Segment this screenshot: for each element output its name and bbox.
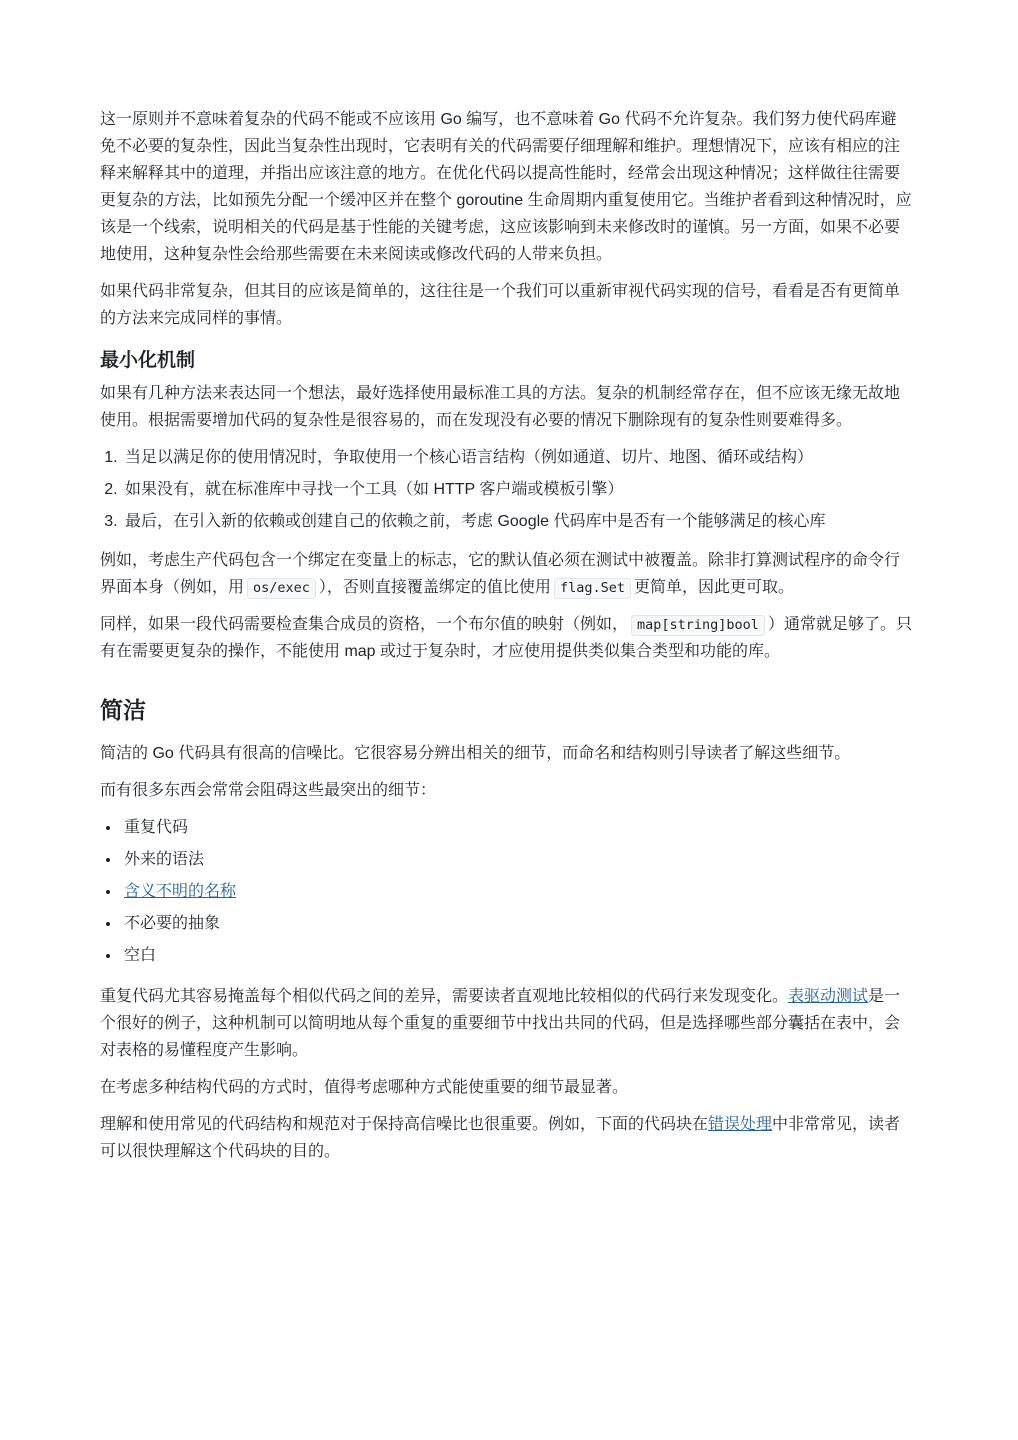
paragraph-complexity [100,106,912,268]
list-item [121,814,912,841]
paragraph-common-patterns [100,1111,912,1165]
inline-code-os-exec: os/exec [247,578,316,599]
paragraph-text: ）通常就足够了。只有在需要更复杂的操作，不能使用 map 或过于复杂时，才应使用提供类似集合类型和功能的库。 [100,616,912,660]
list-item-text: 不必要的抽象 [124,915,221,932]
paragraph-map-example [100,611,912,665]
list-item-text: 外来的语法 [124,851,205,868]
list-item [121,846,912,873]
list-item [121,910,912,937]
link-error-handling[interactable]: 错误处理 [708,1116,773,1133]
inline-code-flag-set: flag.Set [554,578,631,599]
paragraph-obstacles-intro [100,777,912,804]
paragraph-text: 理解和使用常见的代码结构和规范对于保持高信噪比也很重要。例如，下面的代码块在 [100,1116,709,1133]
paragraph-text: 如果代码非常复杂，但其目的应该是简单的，这往往是一个我们可以重新审视代码实现的信号，看看是否有更简单的方法来完成同样的事情。 [100,283,901,327]
paragraph-text: 如果有几种方法来表达同一个想法，最好选择使用最标准工具的方法。复杂的机制经常存在，但不应该无缘无故地使用。根据需要增加代码的复杂性是很容易的，而在发现没有必要的情况下删除现有的复杂性则要难得多。 [100,385,901,429]
list-item [121,878,912,905]
paragraph-text: 是一个很好的例子，这种机制可以简明地从每个重复的重要细节中找出共同的代码，但是选择哪些部分囊括在表中，会对表格的易懂程度产生影响。 [100,988,901,1059]
paragraph-text: 重复代码尤其容易掩盖每个相似代码之间的差异，需要读者直观地比较相似的代码行来发现变化。 [100,988,789,1005]
link-ambiguous-names[interactable]: 含义不明的名称 [124,883,237,900]
paragraph-text: 中非常常见，读者可以很快理解这个代码块的目的。 [100,1116,901,1160]
list-item-text: 当足以满足你的使用情况时，争取使用一个核心语言结构（例如通道、切片、地图、循环或结构） [125,449,814,466]
paragraph-signal-noise [100,740,912,767]
link-table-driven-tests[interactable]: 表驱动测试 [788,988,869,1005]
list-item [122,444,912,471]
list-item-text: 空白 [124,947,157,964]
paragraph-text: 简洁的 Go 代码具有很高的信噪比。它很容易分辨出相关的细节，而命名和结构则引导读者了解这些细节。 [100,745,851,762]
ordered-list-tool-preference [100,444,912,535]
bullet-list-obstacles [100,814,912,969]
inline-code-map-string-bool: map[string]bool [631,615,765,636]
heading-concise: 简洁 [100,697,146,723]
list-item [122,476,912,503]
paragraph-text: 更简单，因此更可取。 [633,579,794,596]
list-item-text: 最后，在引入新的依赖或创建自己的依赖之前，考虑 Google 代码库中是否有一个能够满足的核心库 [125,513,826,530]
paragraph-table-driven-tests [100,983,912,1064]
paragraph-text: 这一原则并不意味着复杂的代码不能或不应该用 Go 编写，也不意味着 Go 代码不允许复杂。我们努力使代码库避免不必要的复杂性，因此当复杂性出现时，它表明有关的代码需要仔细理解和维护。理想情况下，应该有相应的注释来解释其中的道理，并指出应该注意的地方。在优化代码以提高性能时，经常会出现这种情况；这样做往往需要更复杂的方法，比如预先分配一个缓冲区并在整个 goroutine 生命周期内重复使用它。当维护者看到这种情况时，应该是一个线索，说明相关的代码是基于性能的关键考虑，这应该影响到未来修改时的谨慎。另一方面，如果不必要地使用，这种复杂性会给那些需要在未来阅读或修改代码的人带来负担。 [100,111,912,263]
paragraph-text: ），否则直接覆盖绑定的值比使用 [318,579,551,596]
list-item [122,508,912,535]
paragraph-structure-choice [100,1074,912,1101]
paragraph-text: 例如，考虑生产代码包含一个绑定在变量上的标志，它的默认值必须在测试中被覆盖。除非打算测试程序的命令行界面本身（例如，用 [100,552,901,596]
paragraph-text: 同样，如果一段代码需要检查集合成员的资格，一个布尔值的映射（例如， [100,616,629,633]
paragraph-flag-example [100,547,912,601]
list-item [121,942,912,969]
paragraph-text: 在考虑多种结构代码的方式时，值得考虑哪种方式能使重要的细节最显著。 [100,1079,629,1096]
paragraph-revisit-signal [100,278,912,332]
heading-minimal-mechanism: 最小化机制 [100,350,196,371]
paragraph-text: 而有很多东西会常常会阻碍这些最突出的细节： [100,782,437,799]
paragraph-standard-tools [100,380,912,434]
list-item-text: 如果没有，就在标准库中寻找一个工具（如 HTTP 客户端或模板引擎） [125,481,624,498]
list-item-text: 重复代码 [124,819,189,836]
